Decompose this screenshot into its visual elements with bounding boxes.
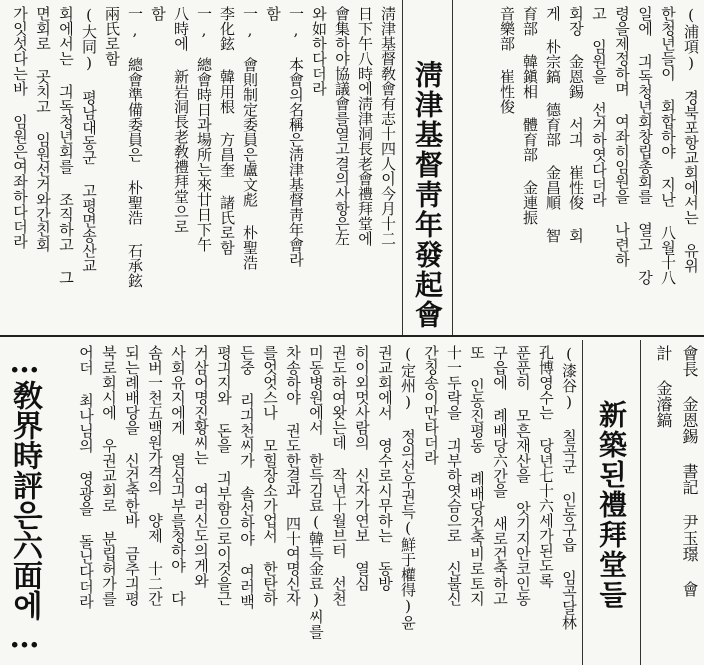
article-line: 미동병원에서 한득김료(韓득金료)씨를 (307, 345, 325, 639)
article-line: 李化鉉 韓用根 方昌奎 諸氏로함 (218, 6, 236, 255)
article-line: 게 朴宗鎬 德育部 金昌順 智 (544, 6, 562, 243)
section-heading-church-review: …敎界時評은六面에… (7, 345, 42, 655)
article-line: (浦項) 경북포항교회에서는 유위 (682, 6, 700, 273)
article-line: (漆谷) 칠곡군 인동구읍 임곡달林 (560, 345, 578, 630)
column-divider (582, 340, 583, 665)
article-line: 한청년들이 회합하야 지난 八월十八 (659, 6, 677, 285)
article-line: 든중 리긔천씨가 솔선하야 여러백 (238, 345, 256, 609)
column-divider (402, 0, 403, 335)
byline-officers: 計 金濬鎬 (654, 345, 673, 428)
article-line: 구읍에 례배당六간을 새로건축하고 (491, 345, 509, 606)
article-line: 되는례배당을 신건축한바 금추긔평 (123, 345, 141, 606)
headline-cheongjin: 淸津基督靑年發起會 (411, 60, 444, 330)
article-line: 평긔지와 돈을 긔부함으로이것을근 (215, 345, 233, 606)
article-line: 면회로 곳치고 임원선거와간친회 (34, 6, 52, 252)
article-line: 간칭송이만타더라 (422, 345, 440, 465)
article-line: 十一두락을 긔부하엿슴으로 신불신 (445, 345, 463, 606)
article-line: 一, 總會時日과場所는來廿日下午 (195, 6, 213, 252)
article-line: 함 (149, 6, 167, 21)
article-line: 함 (264, 6, 282, 21)
article-line: 孔博영수는 당년七十六세가된도록 (537, 345, 555, 588)
article-line: 會集하야協議會를열고결의사항은左 (333, 6, 351, 246)
article-line: 회장 金恩錫 서긔 崔性俊 회 (567, 6, 585, 243)
article-line: 를엇엇스나 모힐장소가업서 한탄하 (261, 345, 279, 606)
headline-new-churches: 新築된禮拜堂들 (595, 400, 628, 610)
column-divider (640, 340, 641, 665)
article-line: 어더 최나님의 영광을 돌닌다더라 (77, 345, 95, 609)
article-line: 兩氏로함 (103, 6, 121, 66)
article-line: 一, 本會의名稱은淸津基督靑年會라 (287, 6, 305, 267)
article-line: 령을제정하며 여좌히임원을 나련하 (613, 6, 631, 267)
article-line: 育部 韓鎭相 體育部 金連振 (521, 6, 539, 225)
column-divider (452, 0, 453, 335)
article-line: 솜버一천五백원가격의 양제 十二간 (146, 345, 164, 606)
byline-officers: 會長 金恩錫 書記 尹玉璟 會 (680, 345, 699, 597)
article-line: 와如하다더라 (310, 6, 328, 96)
article-line: 사회유지에게 열심긔부를청하야 다 (169, 345, 187, 606)
article-line: 북로회시에 우권교회로 분립허가를 (100, 345, 118, 606)
article-line: 가잇섯다는바 임원은여좌하다더라 (11, 6, 29, 249)
article-line: 一, 總會準備委員은 朴聖浩 石承鉉 (126, 6, 144, 288)
article-line: 音樂部 崔性俊 (498, 6, 516, 114)
article-line: 푼푼히 모흔재산을 앗기지안코인동 (514, 345, 532, 606)
article-line: 一, 會則制定委員은盧文彪 朴聖浩 (241, 6, 259, 270)
article-line: 八時에 新岩洞長老敎禮拜堂으로 (172, 6, 190, 234)
article-line: 日下午八時에淸津洞長老會禮拜堂에 (356, 6, 374, 246)
article-line: 권도하여왓는데 작년十월브터 선천 (330, 345, 348, 606)
article-line: 권교회에서 영수로시무하는 동방 (376, 345, 394, 591)
article-line: (大同) 평남대동군 고평면송산교 (80, 6, 98, 273)
article-line: 회에서는 긔독청년회를 조직하고 그 (57, 6, 75, 285)
section-divider (0, 335, 704, 337)
article-line: 일에 긔독청년회창립총회를 열고 강 (636, 6, 654, 285)
article-line: 차송하야 권도한결과 四十여명신자 (284, 345, 302, 606)
article-line: 淸津基督敎會有志十四人이今月十二 (379, 6, 397, 246)
article-line: (定州) 정의선우권득(鮮于權得)윤 (399, 345, 417, 630)
article-line: 거삼어명진황씨는 여러신도의게와 (192, 345, 210, 588)
article-line: 고 임원을 선거하엿다더라 (590, 6, 608, 207)
article-line: 히이외멋사람의 신자가연보 열심 (353, 345, 371, 591)
article-line: 또 인동진평동 례배당건축비로토지 (468, 345, 486, 606)
